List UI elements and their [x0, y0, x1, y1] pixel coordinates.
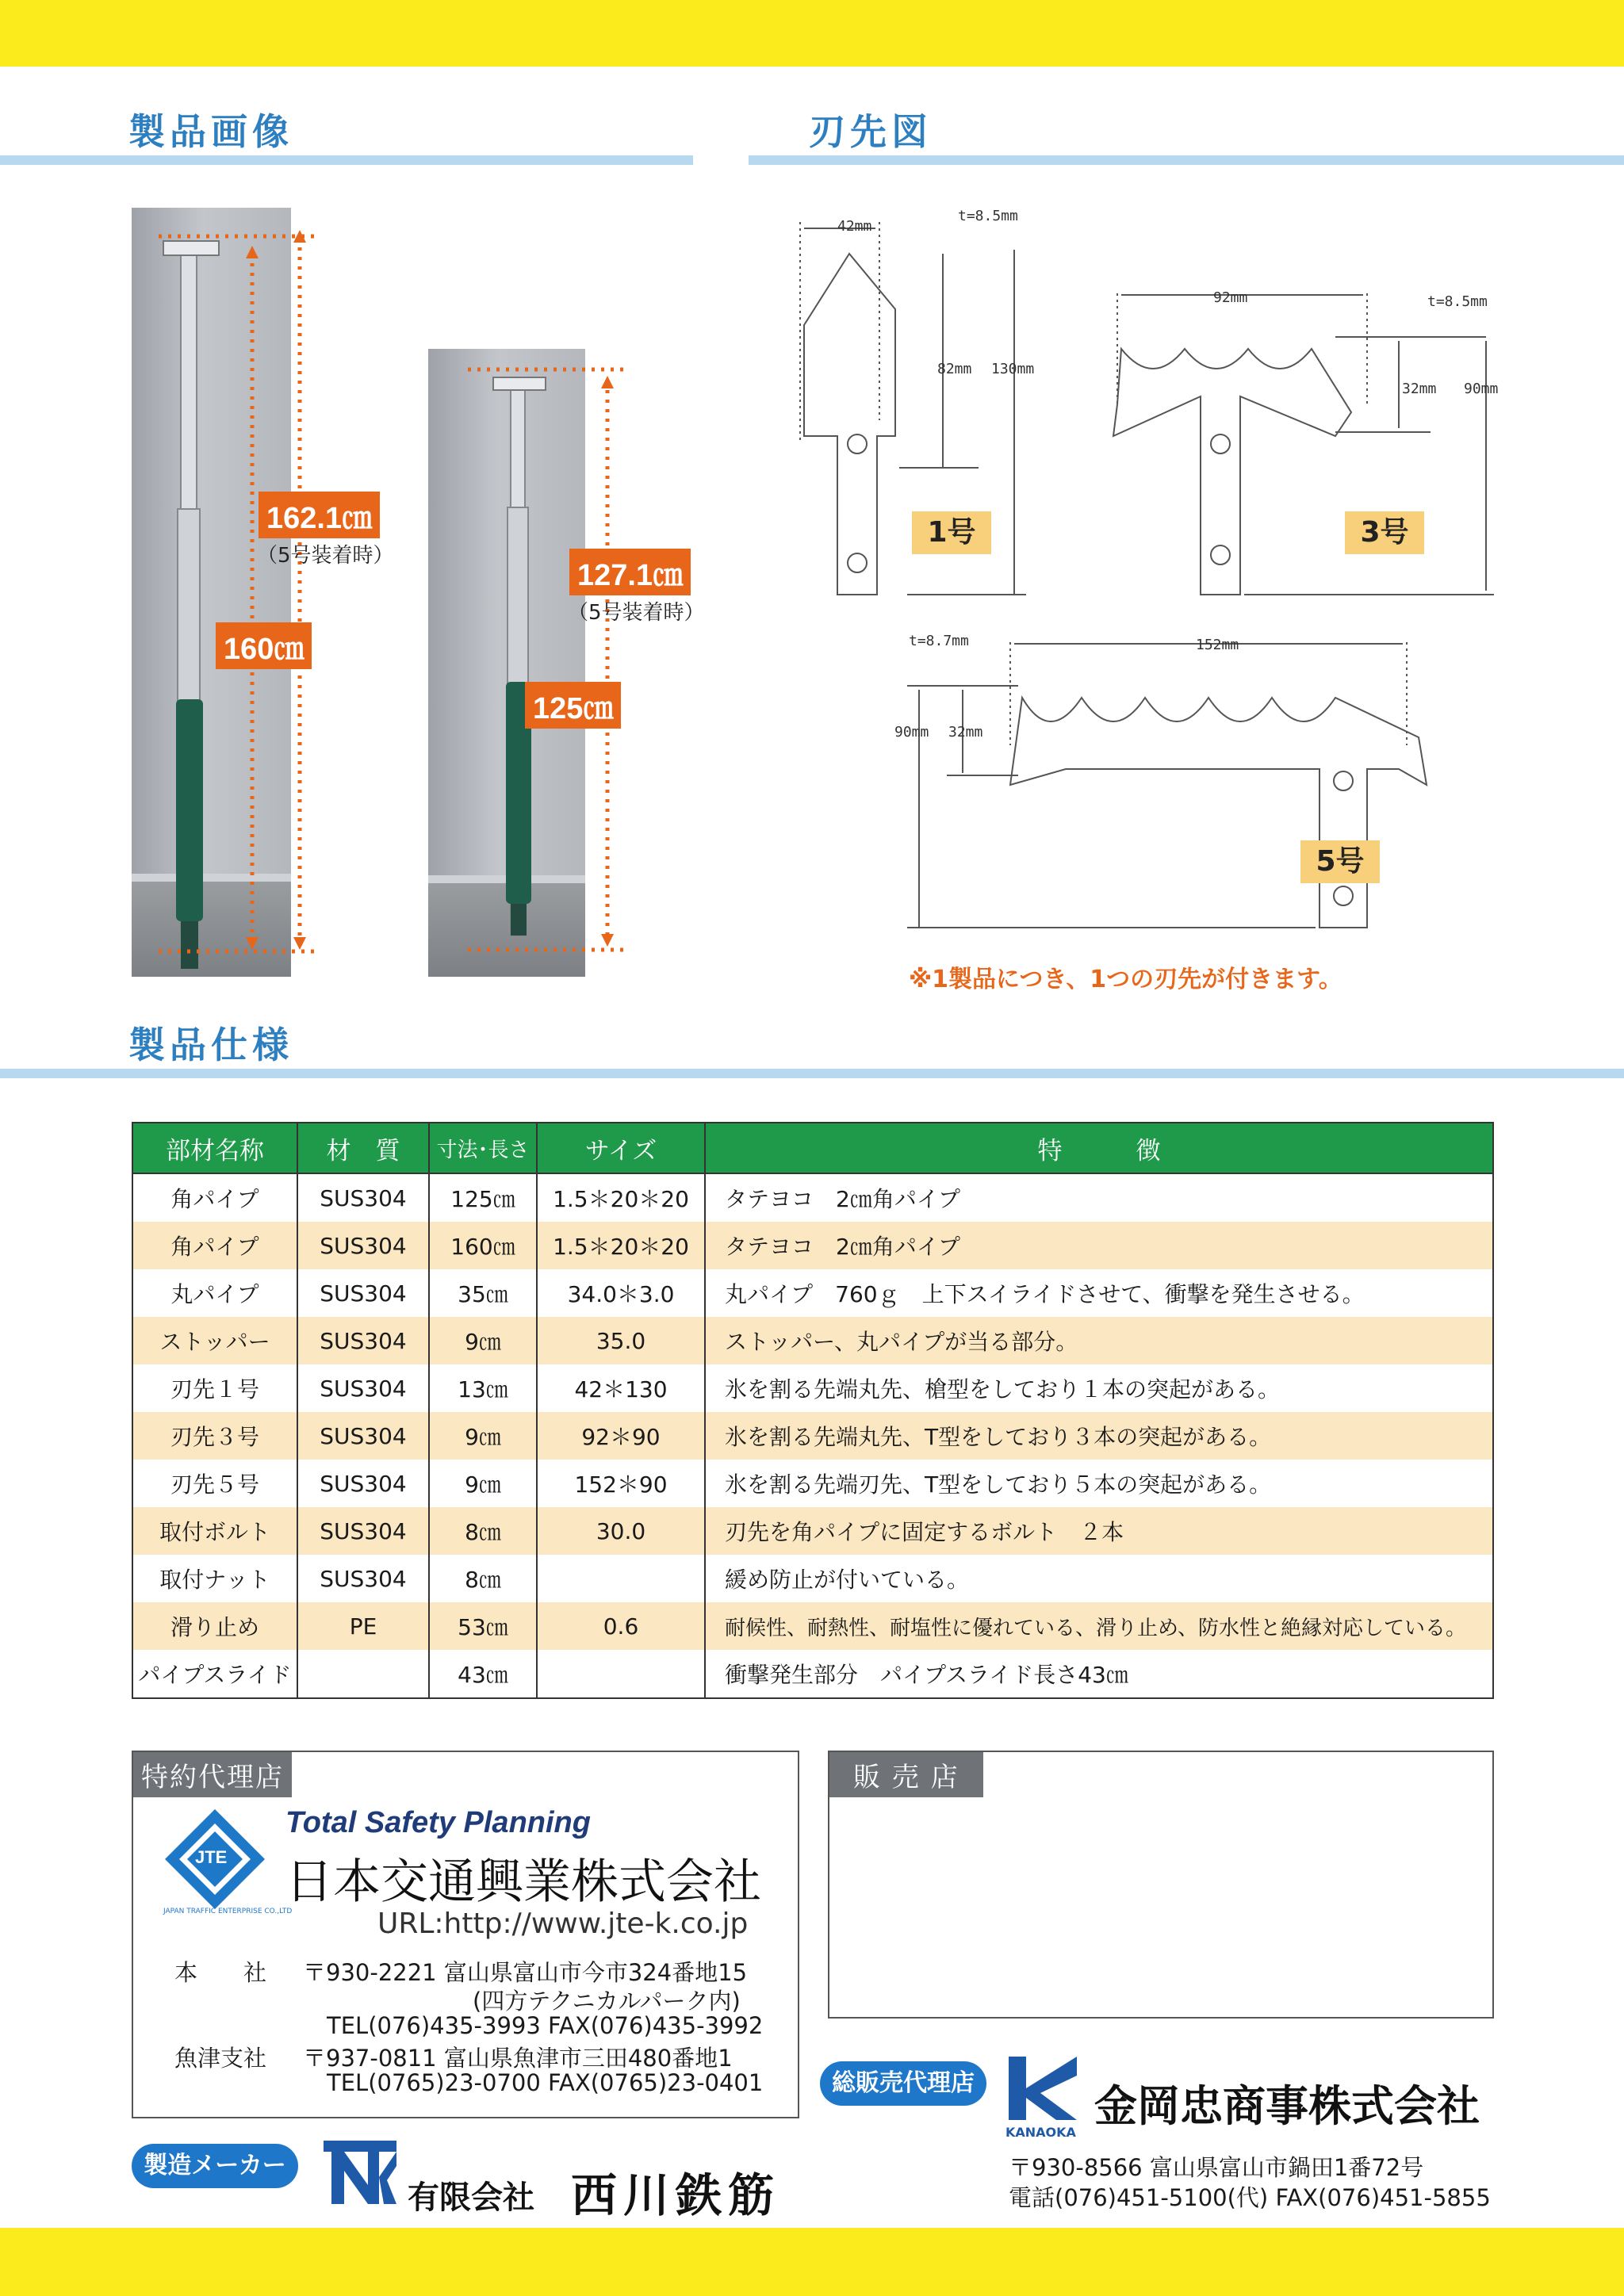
cell-feature: 氷を割る先端丸先、T型をしており３本の突起がある。	[705, 1412, 1493, 1460]
measurement-160: 160㎝	[216, 622, 312, 669]
table-row	[132, 1602, 1493, 1650]
blade1-h2: 130mm	[991, 361, 1035, 377]
cell-size: 42＊130	[537, 1364, 705, 1412]
table-row	[132, 1364, 1493, 1412]
cell-material: SUS304	[297, 1222, 429, 1269]
agent-slogan: Total Safety Planning	[285, 1806, 591, 1839]
table-row	[132, 1650, 1493, 1698]
cell-feature: 氷を割る先端刃先、T型をしており５本の突起がある。	[705, 1460, 1493, 1507]
cell-material: SUS304	[297, 1412, 429, 1460]
section-line-product-image	[0, 155, 693, 165]
cell-size: 1.5＊20＊20	[537, 1173, 705, 1222]
cell-size	[537, 1555, 705, 1602]
cell-length: 35㎝	[429, 1269, 537, 1317]
cell-length: 9㎝	[429, 1460, 537, 1507]
cell-length: 53㎝	[429, 1602, 537, 1650]
cell-feature: ストッパー、丸パイプが当る部分。	[705, 1317, 1493, 1364]
top-yellow-band	[0, 0, 1624, 67]
cell-part: 角パイプ	[132, 1222, 297, 1269]
cell-material: SUS304	[297, 1317, 429, 1364]
measurement-127-note: （5号装着時）	[568, 601, 705, 625]
jte-logo-small: JAPAN TRAFFIC ENTERPRISE CO.,LTD	[163, 1908, 293, 1915]
agent-hq-addr1: 〒930-2221 富山県富山市今市324番地15	[303, 1959, 748, 1986]
cell-length: 9㎝	[429, 1317, 537, 1364]
cell-part: 角パイプ	[132, 1173, 297, 1222]
cell-part: 丸パイプ	[132, 1269, 297, 1317]
cell-length: 125㎝	[429, 1173, 537, 1222]
cell-part: 滑り止め	[132, 1602, 297, 1650]
agent-hq-tel: TEL(076)435-3993 FAX(076)435-3992	[327, 2012, 764, 2039]
table-row	[132, 1555, 1493, 1602]
cell-part: 取付ナット	[132, 1555, 297, 1602]
agent-branch-addr: 〒937-0811 富山県魚津市三田480番地1	[303, 2045, 733, 2072]
cell-feature: 緩め防止が付いている。	[705, 1555, 1493, 1602]
agent-url[interactable]: URL:http://www.jte-k.co.jp	[377, 1908, 749, 1940]
section-title-blade-diagram: 刃先図	[809, 110, 933, 153]
blade5-h1: 90mm	[894, 724, 929, 740]
blade1-label: 1号	[912, 511, 991, 554]
header-length: 寸法･長さ	[429, 1123, 537, 1173]
cell-feature: 氷を割る先端丸先、槍型をしており１本の突起がある。	[705, 1364, 1493, 1412]
cell-length: 160㎝	[429, 1222, 537, 1269]
blade5-thickness: t=8.7mm	[909, 633, 969, 649]
cell-size: 34.0＊3.0	[537, 1269, 705, 1317]
jte-logo-text: JTE	[195, 1847, 228, 1867]
blade3-h1: 32mm	[1402, 381, 1437, 397]
section-title-product-image: 製品画像	[128, 110, 293, 153]
table-row	[132, 1460, 1493, 1507]
measurement-162-note: （5号装着時）	[257, 544, 394, 568]
blade1-width: 42mm	[837, 218, 872, 235]
bottom-yellow-band	[0, 2228, 1624, 2296]
cell-size: 1.5＊20＊20	[537, 1222, 705, 1269]
maker-prefix: 有限会社	[408, 2179, 534, 2216]
cell-size: 0.6	[537, 1602, 705, 1650]
cell-material: PE	[297, 1602, 429, 1650]
blade5-label: 5号	[1300, 840, 1380, 883]
cell-material: SUS304	[297, 1269, 429, 1317]
cell-length: 8㎝	[429, 1555, 537, 1602]
cell-feature: タテヨコ 2㎝角パイプ	[705, 1173, 1493, 1222]
cell-length: 8㎝	[429, 1507, 537, 1555]
nk-logo-icon	[320, 2137, 400, 2209]
cell-feature: 丸パイプ 760ｇ 上下スイライドさせて、衝撃を発生させる。	[705, 1269, 1493, 1317]
cell-length: 9㎝	[429, 1412, 537, 1460]
section-line-product-spec	[0, 1069, 1624, 1078]
cell-part: 刃先１号	[132, 1364, 297, 1412]
blade-note: ※1製品につき、1つの刃先が付きます。	[909, 966, 1342, 993]
distributor-logo-sub: KANAOKA	[1005, 2125, 1076, 2140]
blade5-h2: 32mm	[948, 724, 983, 740]
cell-part: 刃先５号	[132, 1460, 297, 1507]
table-row	[132, 1173, 1493, 1222]
cell-length: 43㎝	[429, 1650, 537, 1698]
blade3-thickness: t=8.5mm	[1427, 293, 1488, 310]
cell-material	[297, 1650, 429, 1698]
header-feature: 特 徴	[705, 1123, 1493, 1173]
cell-size: 30.0	[537, 1507, 705, 1555]
table-row	[132, 1412, 1493, 1460]
measurement-125: 125㎝	[525, 682, 621, 729]
maker-company: 西川鉄筋	[571, 2168, 781, 2222]
agent-branch-label: 魚津支社	[174, 2045, 267, 2072]
agent-tag: 特約代理店	[133, 1752, 292, 1797]
cell-material: SUS304	[297, 1555, 429, 1602]
blade1-thickness: t=8.5mm	[958, 208, 1018, 224]
distributor-pill: 総販売代理店	[820, 2061, 986, 2106]
dimension-lines-long	[151, 214, 357, 1007]
cell-size: 92＊90	[537, 1412, 705, 1460]
cell-length: 13㎝	[429, 1364, 537, 1412]
cell-feature: 耐候性、耐熱性、耐塩性に優れている、滑り止め、防水性と絶縁対応している。	[705, 1602, 1493, 1650]
cell-part: 取付ボルト	[132, 1507, 297, 1555]
cell-size	[537, 1650, 705, 1698]
blade-diagram-drawings	[749, 198, 1621, 951]
table-row	[132, 1507, 1493, 1555]
cell-part: ストッパー	[132, 1317, 297, 1364]
cell-part: パイプスライド	[132, 1650, 297, 1698]
header-material: 材 質	[297, 1123, 429, 1173]
cell-feature: 刃先を角パイプに固定するボルト ２本	[705, 1507, 1493, 1555]
table-row	[132, 1222, 1493, 1269]
cell-part: 刃先３号	[132, 1412, 297, 1460]
agent-hq-addr2: (四方テクニカルパーク内)	[473, 1988, 741, 2015]
dimension-lines-short	[460, 357, 666, 991]
shop-tag: 販 売 店	[829, 1752, 983, 1797]
section-title-product-spec: 製品仕様	[128, 1024, 293, 1066]
blade1-h1: 82mm	[937, 361, 972, 377]
cell-material: SUS304	[297, 1507, 429, 1555]
agent-branch-tel: TEL(0765)23-0700 FAX(0765)23-0401	[327, 2069, 764, 2096]
table-row	[132, 1269, 1493, 1317]
agent-company: 日本交通興業株式会社	[285, 1854, 761, 1910]
blade3-label: 3号	[1345, 511, 1424, 554]
cell-size: 35.0	[537, 1317, 705, 1364]
cell-material: SUS304	[297, 1364, 429, 1412]
distributor-addr: 〒930-8566 富山県富山市鍋田1番72号	[1009, 2154, 1424, 2181]
blade3-width: 92mm	[1213, 289, 1248, 306]
cell-material: SUS304	[297, 1460, 429, 1507]
table-row	[132, 1317, 1493, 1364]
measurement-127: 127.1㎝	[569, 549, 691, 595]
cell-feature: タテヨコ 2㎝角パイプ	[705, 1222, 1493, 1269]
header-part-name: 部材名称	[132, 1123, 297, 1173]
section-line-blade-diagram	[749, 155, 1624, 165]
blade5-width: 152mm	[1196, 637, 1239, 653]
cell-material: SUS304	[297, 1173, 429, 1222]
distributor-tel: 電話(076)451-5100(代) FAX(076)451-5855	[1009, 2184, 1491, 2211]
spec-table	[132, 1122, 1494, 1699]
cell-size: 152＊90	[537, 1460, 705, 1507]
maker-pill: 製造メーカー	[132, 2144, 298, 2188]
spec-header-row	[132, 1123, 1493, 1173]
header-size: サイズ	[537, 1123, 705, 1173]
agent-hq-label: 本 社	[174, 1959, 267, 1986]
measurement-162: 162.1㎝	[259, 492, 380, 538]
cell-feature: 衝撃発生部分 パイプスライド長さ43㎝	[705, 1650, 1493, 1698]
distributor-company: 金岡忠商事株式会社	[1094, 2081, 1480, 2131]
kanaoka-logo-icon	[1005, 2053, 1085, 2125]
blade3-h2: 90mm	[1464, 381, 1499, 397]
